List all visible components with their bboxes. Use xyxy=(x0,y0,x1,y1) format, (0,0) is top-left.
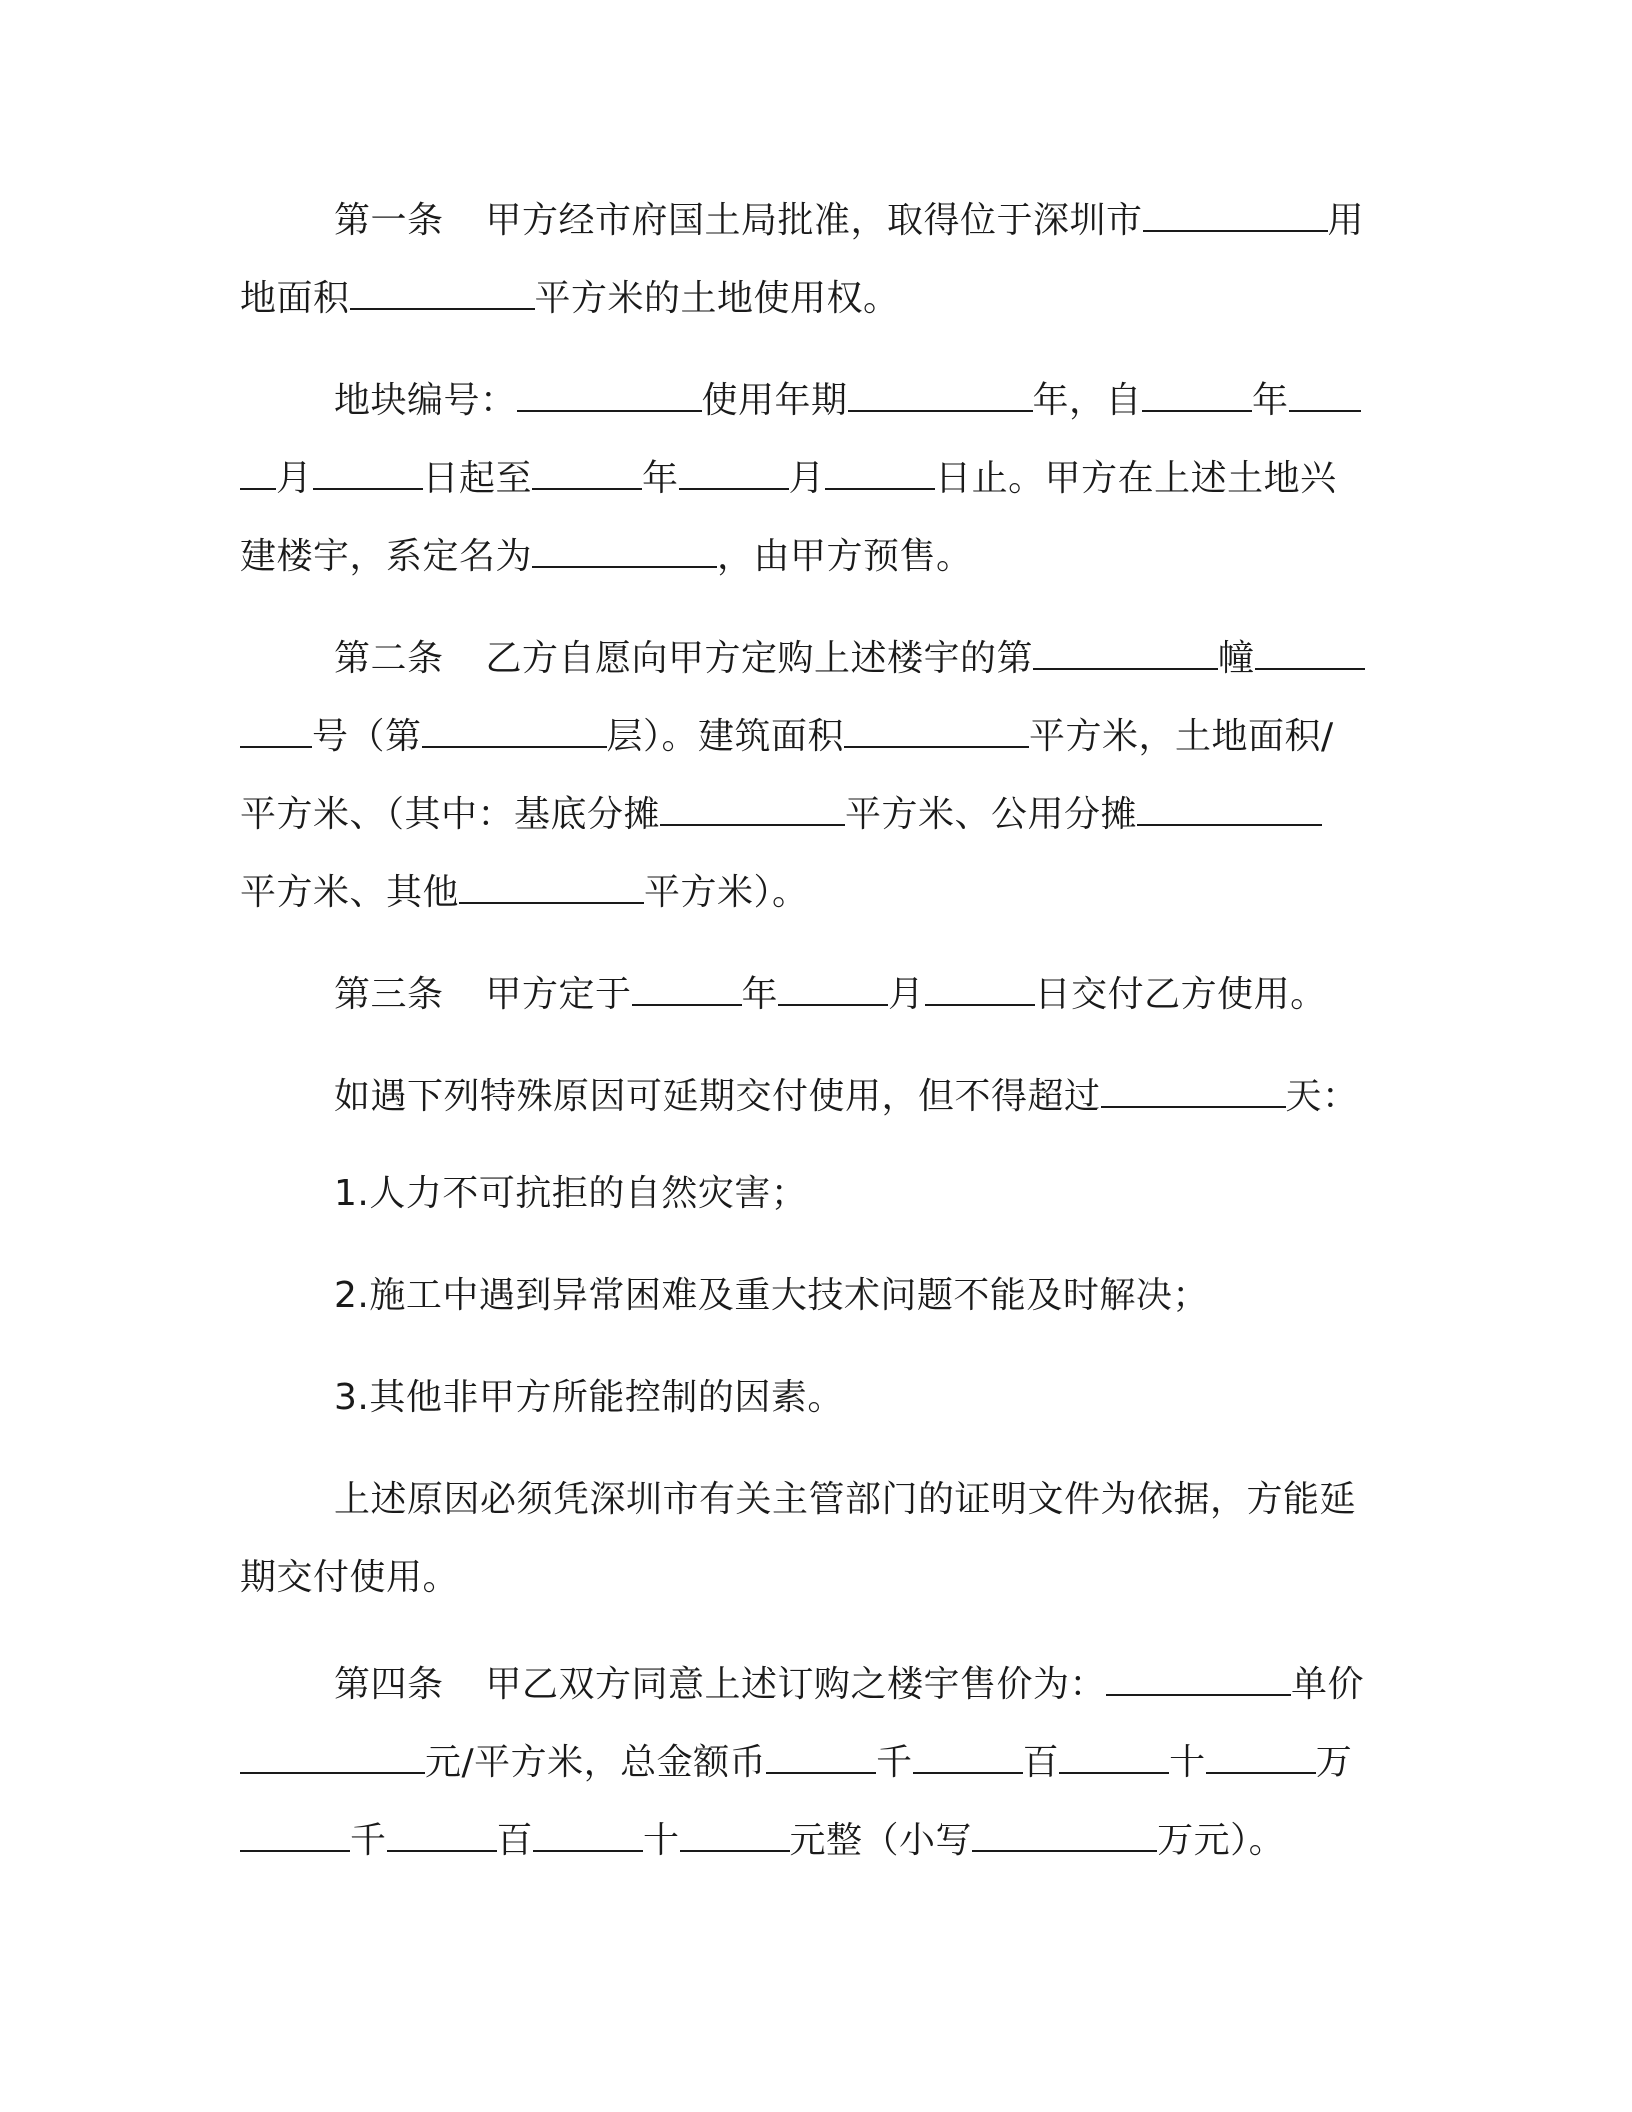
unit-number-blank xyxy=(240,708,312,748)
article-1-line-2: 地面积 平方米的土地使用权。 xyxy=(240,270,900,323)
article-3-title: 第三条 xyxy=(334,974,444,1015)
location-blank xyxy=(1143,192,1328,232)
amount-tenthousand-blank xyxy=(1206,1734,1316,1774)
article-2-line-1: 第二条 乙方自愿向甲方定购上述楼宇的第 幢 xyxy=(334,630,1365,683)
price-blank xyxy=(1106,1656,1291,1696)
article-4-line-1: 第四条 甲乙双方同意上述订购之楼宇售价为： 单价 xyxy=(334,1656,1364,1709)
start-month-blank xyxy=(240,450,276,490)
article-4-line-3: 千 百 十 元整（小写 万元）。 xyxy=(240,1812,1285,1865)
amount-hundred-blank xyxy=(913,1734,1023,1774)
article-3-line-2: 如遇下列特殊原因可延期交付使用，但不得超过 天： xyxy=(334,1068,1359,1121)
article-1-line-1: 第一条 甲方经市府国土局批准，取得位于深圳市 用 xyxy=(334,192,1364,245)
article-1-title: 第一条 xyxy=(334,200,444,241)
list-item: 2.施工中遇到异常困难及重大技术问题不能及时解决； xyxy=(334,1275,1209,1316)
article-4-title: 第四条 xyxy=(334,1664,444,1705)
amount-hundred-2-blank xyxy=(387,1812,497,1852)
amount-figures-blank xyxy=(972,1812,1157,1852)
end-year-blank xyxy=(532,450,642,490)
start-day-blank xyxy=(313,450,423,490)
floor-blank xyxy=(422,708,607,748)
delivery-day-blank xyxy=(925,966,1035,1006)
amount-thousand-2-blank xyxy=(240,1812,350,1852)
land-area-blank xyxy=(350,270,535,310)
amount-thousand-blank xyxy=(766,1734,876,1774)
unit-price-blank xyxy=(240,1734,425,1774)
article-1-line-3: 地块编号： 使用年期 年，自 年 xyxy=(334,372,1361,425)
article-3-paragraph-line-2: 期交付使用。 xyxy=(240,1557,460,1598)
article-3-line-1: 第三条 甲方定于 年 月 日交付乙方使用。 xyxy=(334,966,1327,1019)
start-year-blank xyxy=(1142,372,1252,412)
article-2-title: 第二条 xyxy=(334,638,444,679)
start-month-blank-part xyxy=(1289,372,1361,412)
building-name-blank xyxy=(532,528,717,568)
base-share-blank xyxy=(660,786,845,826)
article-2-line-2: 号（第 层）。建筑面积 平方米，土地面积/ xyxy=(240,708,1334,761)
article-4-line-2: 元/平方米，总金额币 千 百 十 万 xyxy=(240,1734,1352,1787)
public-share-blank xyxy=(1137,786,1322,826)
list-item: 1.人力不可抗拒的自然灾害； xyxy=(334,1173,808,1214)
article-3-paragraph-line-1: 上述原因必须凭深圳市有关主管部门的证明文件为依据，方能延 xyxy=(334,1479,1357,1520)
list-item: 3.其他非甲方所能控制的因素。 xyxy=(334,1377,844,1418)
article-1-line-4: 月 日起至 年 月 日止。甲方在上述土地兴 xyxy=(240,450,1337,503)
article-1-line-5: 建楼宇，系定名为 ，由甲方预售。 xyxy=(240,528,973,581)
end-month-blank xyxy=(679,450,789,490)
delay-days-blank xyxy=(1101,1068,1286,1108)
floor-area-blank xyxy=(844,708,1029,748)
delivery-month-blank xyxy=(778,966,888,1006)
unit-number-blank-part xyxy=(1255,630,1365,670)
parcel-number-blank xyxy=(517,372,702,412)
article-2-line-4: 平方米、其他 平方米）。 xyxy=(240,864,809,917)
amount-unit-blank xyxy=(680,1812,790,1852)
use-term-blank xyxy=(848,372,1033,412)
block-number-blank xyxy=(1033,630,1218,670)
end-day-blank xyxy=(825,450,935,490)
delivery-year-blank xyxy=(632,966,742,1006)
other-share-blank xyxy=(459,864,644,904)
amount-ten-2-blank xyxy=(533,1812,643,1852)
article-2-line-3: 平方米、（其中：基底分摊 平方米、公用分摊 xyxy=(240,786,1322,839)
amount-ten-blank xyxy=(1059,1734,1169,1774)
